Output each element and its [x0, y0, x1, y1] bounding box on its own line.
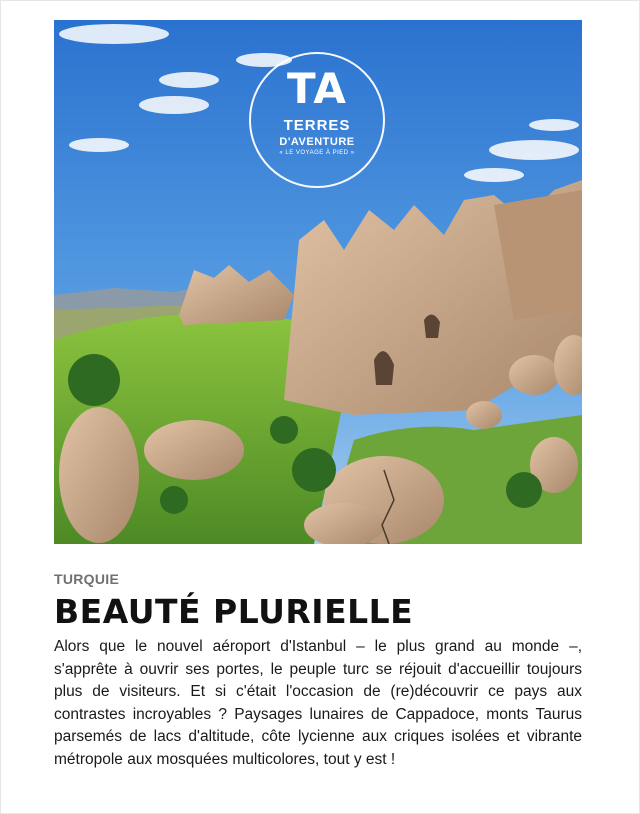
- article-title: BEAUTÉ PLURIELLE: [54, 592, 414, 631]
- article-kicker: TURQUIE: [54, 571, 120, 587]
- logo-subtitle: D'AVENTURE: [279, 136, 355, 148]
- logo-tagline: « LE VOYAGE À PIED »: [279, 150, 355, 156]
- article-body: Alors que le nouvel aéroport d'Istanbul – le plus grand au monde –, s'apprête à ouvrir ses portes, le peuple turc se réjouit d'accueillir toujours plus de visiteurs. Et si c'était l'occasion de (re)découvrir ce pays aux contrastes incroyables ? Paysages lunaires de Cappadoce, monts Taurus parsemés de lacs d'altitude, côte lycienne aux criques isolées et vibrante métropole aux mosquées multicolores, tout y est !: [54, 638, 582, 768]
- logo-name: TERRES: [283, 117, 351, 134]
- logo-mark: TA: [287, 64, 347, 113]
- terres-daventure-logo: [249, 52, 385, 188]
